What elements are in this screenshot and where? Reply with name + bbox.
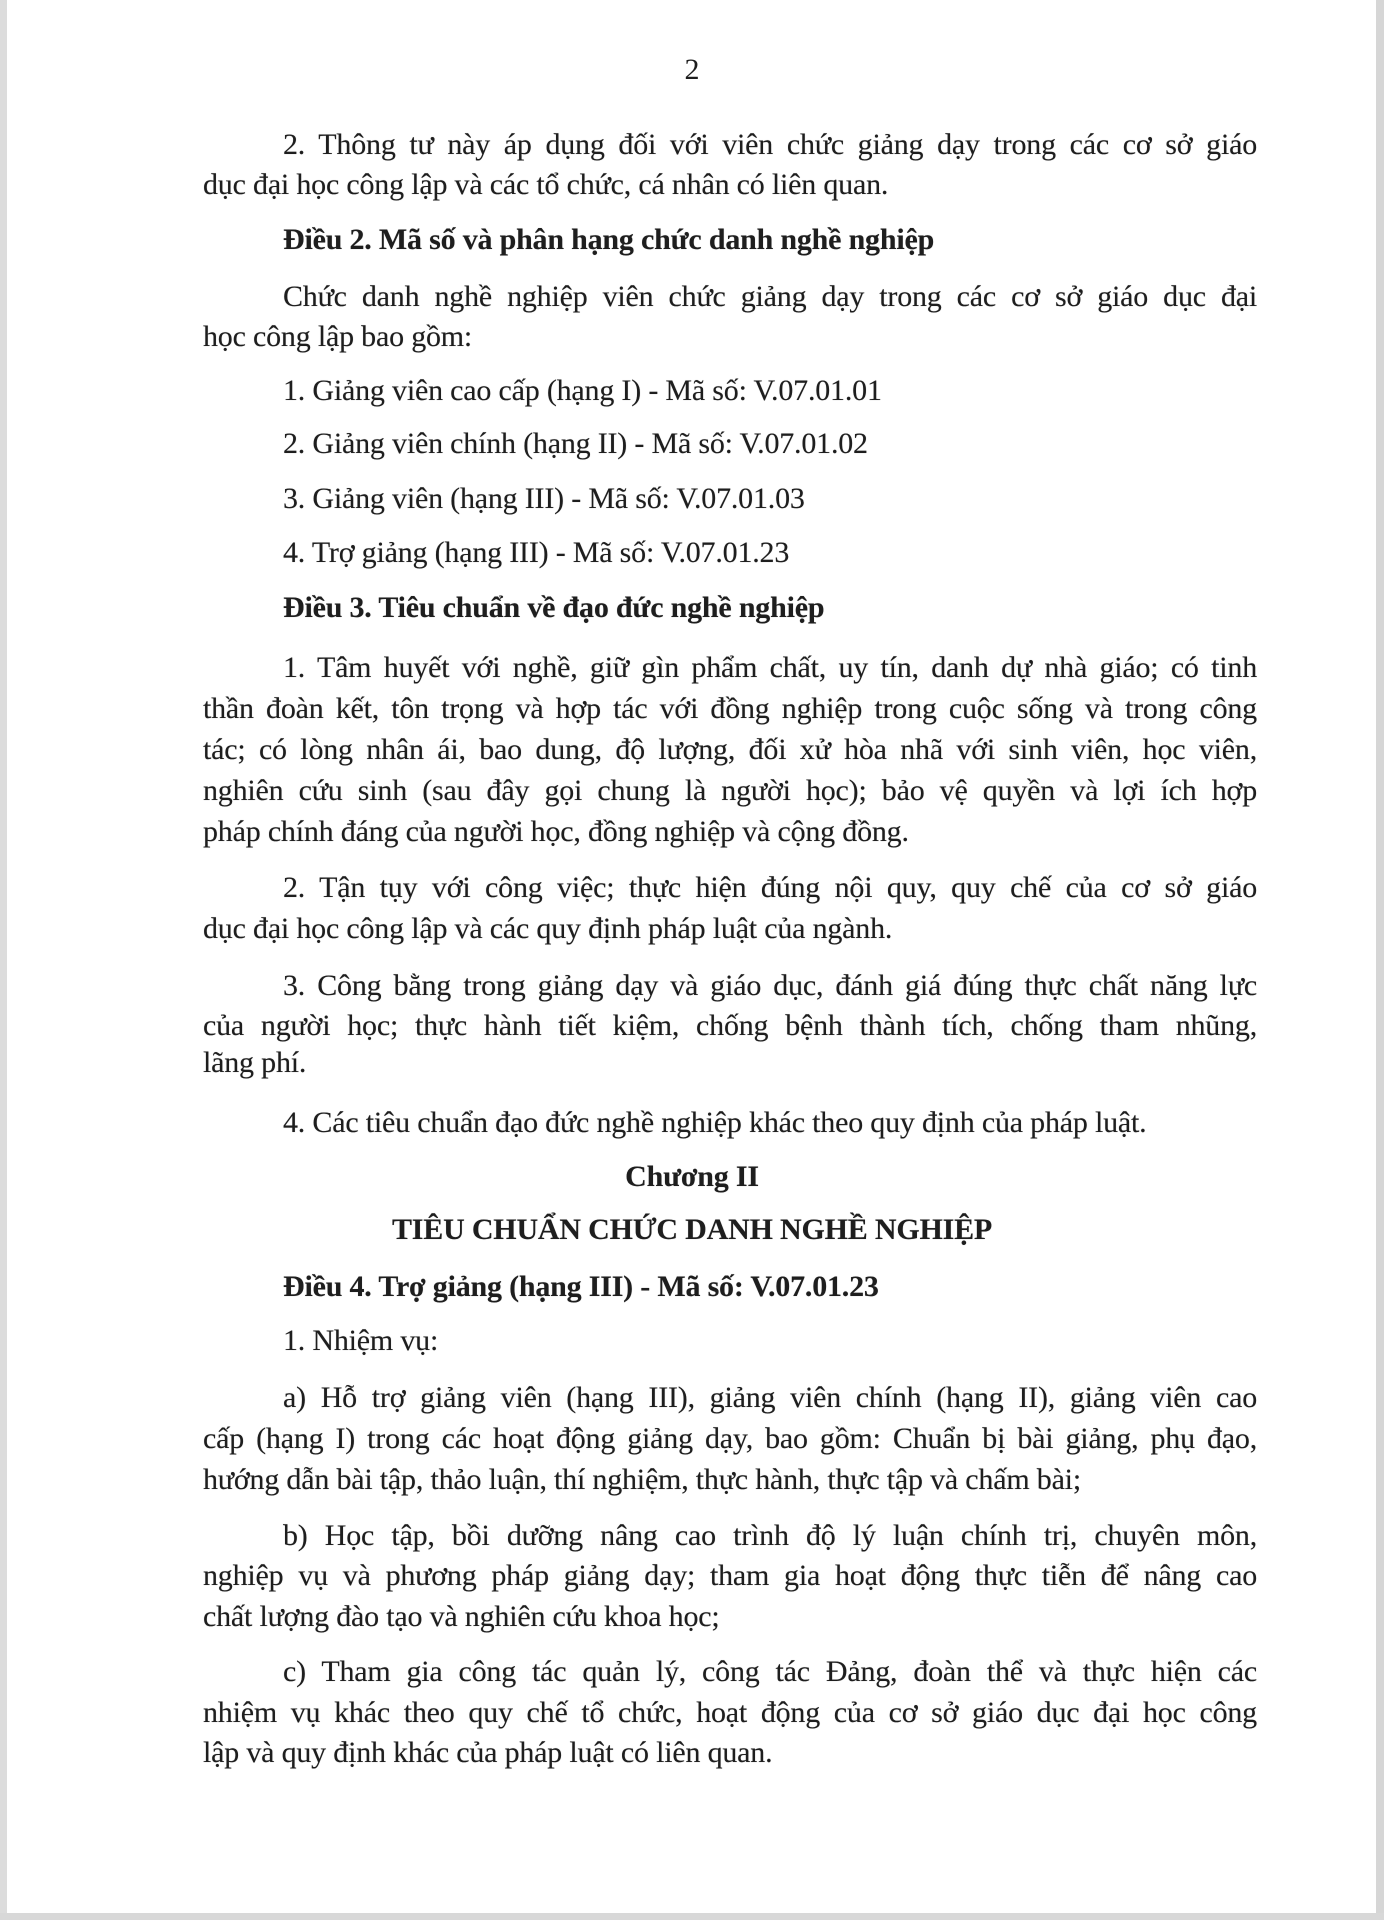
list-item: 2. Giảng viên chính (hạng II) - Mã số: V.07.01.02 — [283, 427, 868, 460]
paragraph-line: dục đại học công lập và các quy định pháp luật của ngành. — [203, 912, 893, 945]
paragraph-line: hướng dẫn bài tập, thảo luận, thí nghiệm, thực hành, thực tập và chấm bài; — [203, 1463, 1081, 1496]
paragraph-line: b) Học tập, bồi dưỡng nâng cao trình độ lý luận chính trị, chuyên môn, — [283, 1519, 1257, 1552]
page-number: 2 — [684, 53, 700, 86]
paragraph-line: 2. Tận tụy với công việc; thực hiện đúng nội quy, quy chế của cơ sở giáo — [283, 871, 1257, 904]
list-item: 3. Giảng viên (hạng III) - Mã số: V.07.01.03 — [283, 482, 805, 515]
page-edge-left — [0, 0, 7, 1920]
paragraph-line: cấp (hạng I) trong các hoạt động giảng dạy, bao gồm: Chuẩn bị bài giảng, phụ đạo, — [203, 1422, 1257, 1455]
paragraph-line: lãng phí. — [203, 1046, 307, 1079]
article-heading: Điều 4. Trợ giảng (hạng III) - Mã số: V.07.01.23 — [283, 1270, 879, 1303]
list-item: 1. Giảng viên cao cấp (hạng I) - Mã số: V.07.01.01 — [283, 374, 882, 407]
list-item: 4. Các tiêu chuẩn đạo đức nghề nghiệp khác theo quy định của pháp luật. — [283, 1106, 1147, 1139]
paragraph-line: của người học; thực hành tiết kiệm, chống bệnh thành tích, chống tham nhũng, — [203, 1009, 1257, 1042]
list-item: 1. Nhiệm vụ: — [283, 1324, 439, 1357]
paragraph-line: nhiệm vụ khác theo quy chế tổ chức, hoạt động của cơ sở giáo dục đại học công — [203, 1696, 1257, 1729]
article-heading: Điều 3. Tiêu chuẩn về đạo đức nghề nghiệp — [283, 591, 825, 624]
paragraph-line: Chức danh nghề nghiệp viên chức giảng dạy trong các cơ sở giáo dục đại — [283, 280, 1257, 313]
paragraph-line: nghiên cứu sinh (sau đây gọi chung là người học); bảo vệ quyền và lợi ích hợp — [203, 774, 1257, 807]
paragraph-line: c) Tham gia công tác quản lý, công tác Đảng, đoàn thể và thực hiện các — [283, 1655, 1257, 1688]
paragraph-line: dục đại học công lập và các tổ chức, cá nhân có liên quan. — [203, 168, 889, 201]
paragraph-line: 3. Công bằng trong giảng dạy và giáo dục, đánh giá đúng thực chất năng lực — [283, 969, 1257, 1002]
page-edge-right — [1376, 0, 1384, 1920]
paragraph-line: chất lượng đào tạo và nghiên cứu khoa học; — [203, 1600, 720, 1633]
list-item: 4. Trợ giảng (hạng III) - Mã số: V.07.01.23 — [283, 536, 790, 569]
paragraph-line: nghiệp vụ và phương pháp giảng dạy; tham gia hoạt động thực tiễn để nâng cao — [203, 1559, 1257, 1592]
paragraph-line: thần đoàn kết, tôn trọng và hợp tác với đồng nghiệp trong cuộc sống và trong công — [203, 692, 1257, 725]
paragraph-line: a) Hỗ trợ giảng viên (hạng III), giảng viên chính (hạng II), giảng viên cao — [283, 1381, 1257, 1414]
paragraph-line: lập và quy định khác của pháp luật có liên quan. — [203, 1736, 773, 1769]
chapter-label: Chương II — [625, 1160, 759, 1193]
page-edge-bottom — [0, 1913, 1384, 1920]
paragraph-line: 1. Tâm huyết với nghề, giữ gìn phẩm chất, uy tín, danh dự nhà giáo; có tinh — [283, 651, 1257, 684]
chapter-title: TIÊU CHUẨN CHỨC DANH NGHỀ NGHIỆP — [391, 1213, 993, 1246]
paragraph-line: 2. Thông tư này áp dụng đối với viên chức giảng dạy trong các cơ sở giáo — [283, 128, 1257, 161]
paragraph-line: học công lập bao gồm: — [203, 320, 473, 353]
article-heading: Điều 2. Mã số và phân hạng chức danh nghề nghiệp — [283, 223, 935, 256]
paragraph-line: tác; có lòng nhân ái, bao dung, độ lượng, đối xử hòa nhã với sinh viên, học viên, — [203, 733, 1257, 766]
paragraph-line: pháp chính đáng của người học, đồng nghiệp và cộng đồng. — [203, 815, 909, 848]
